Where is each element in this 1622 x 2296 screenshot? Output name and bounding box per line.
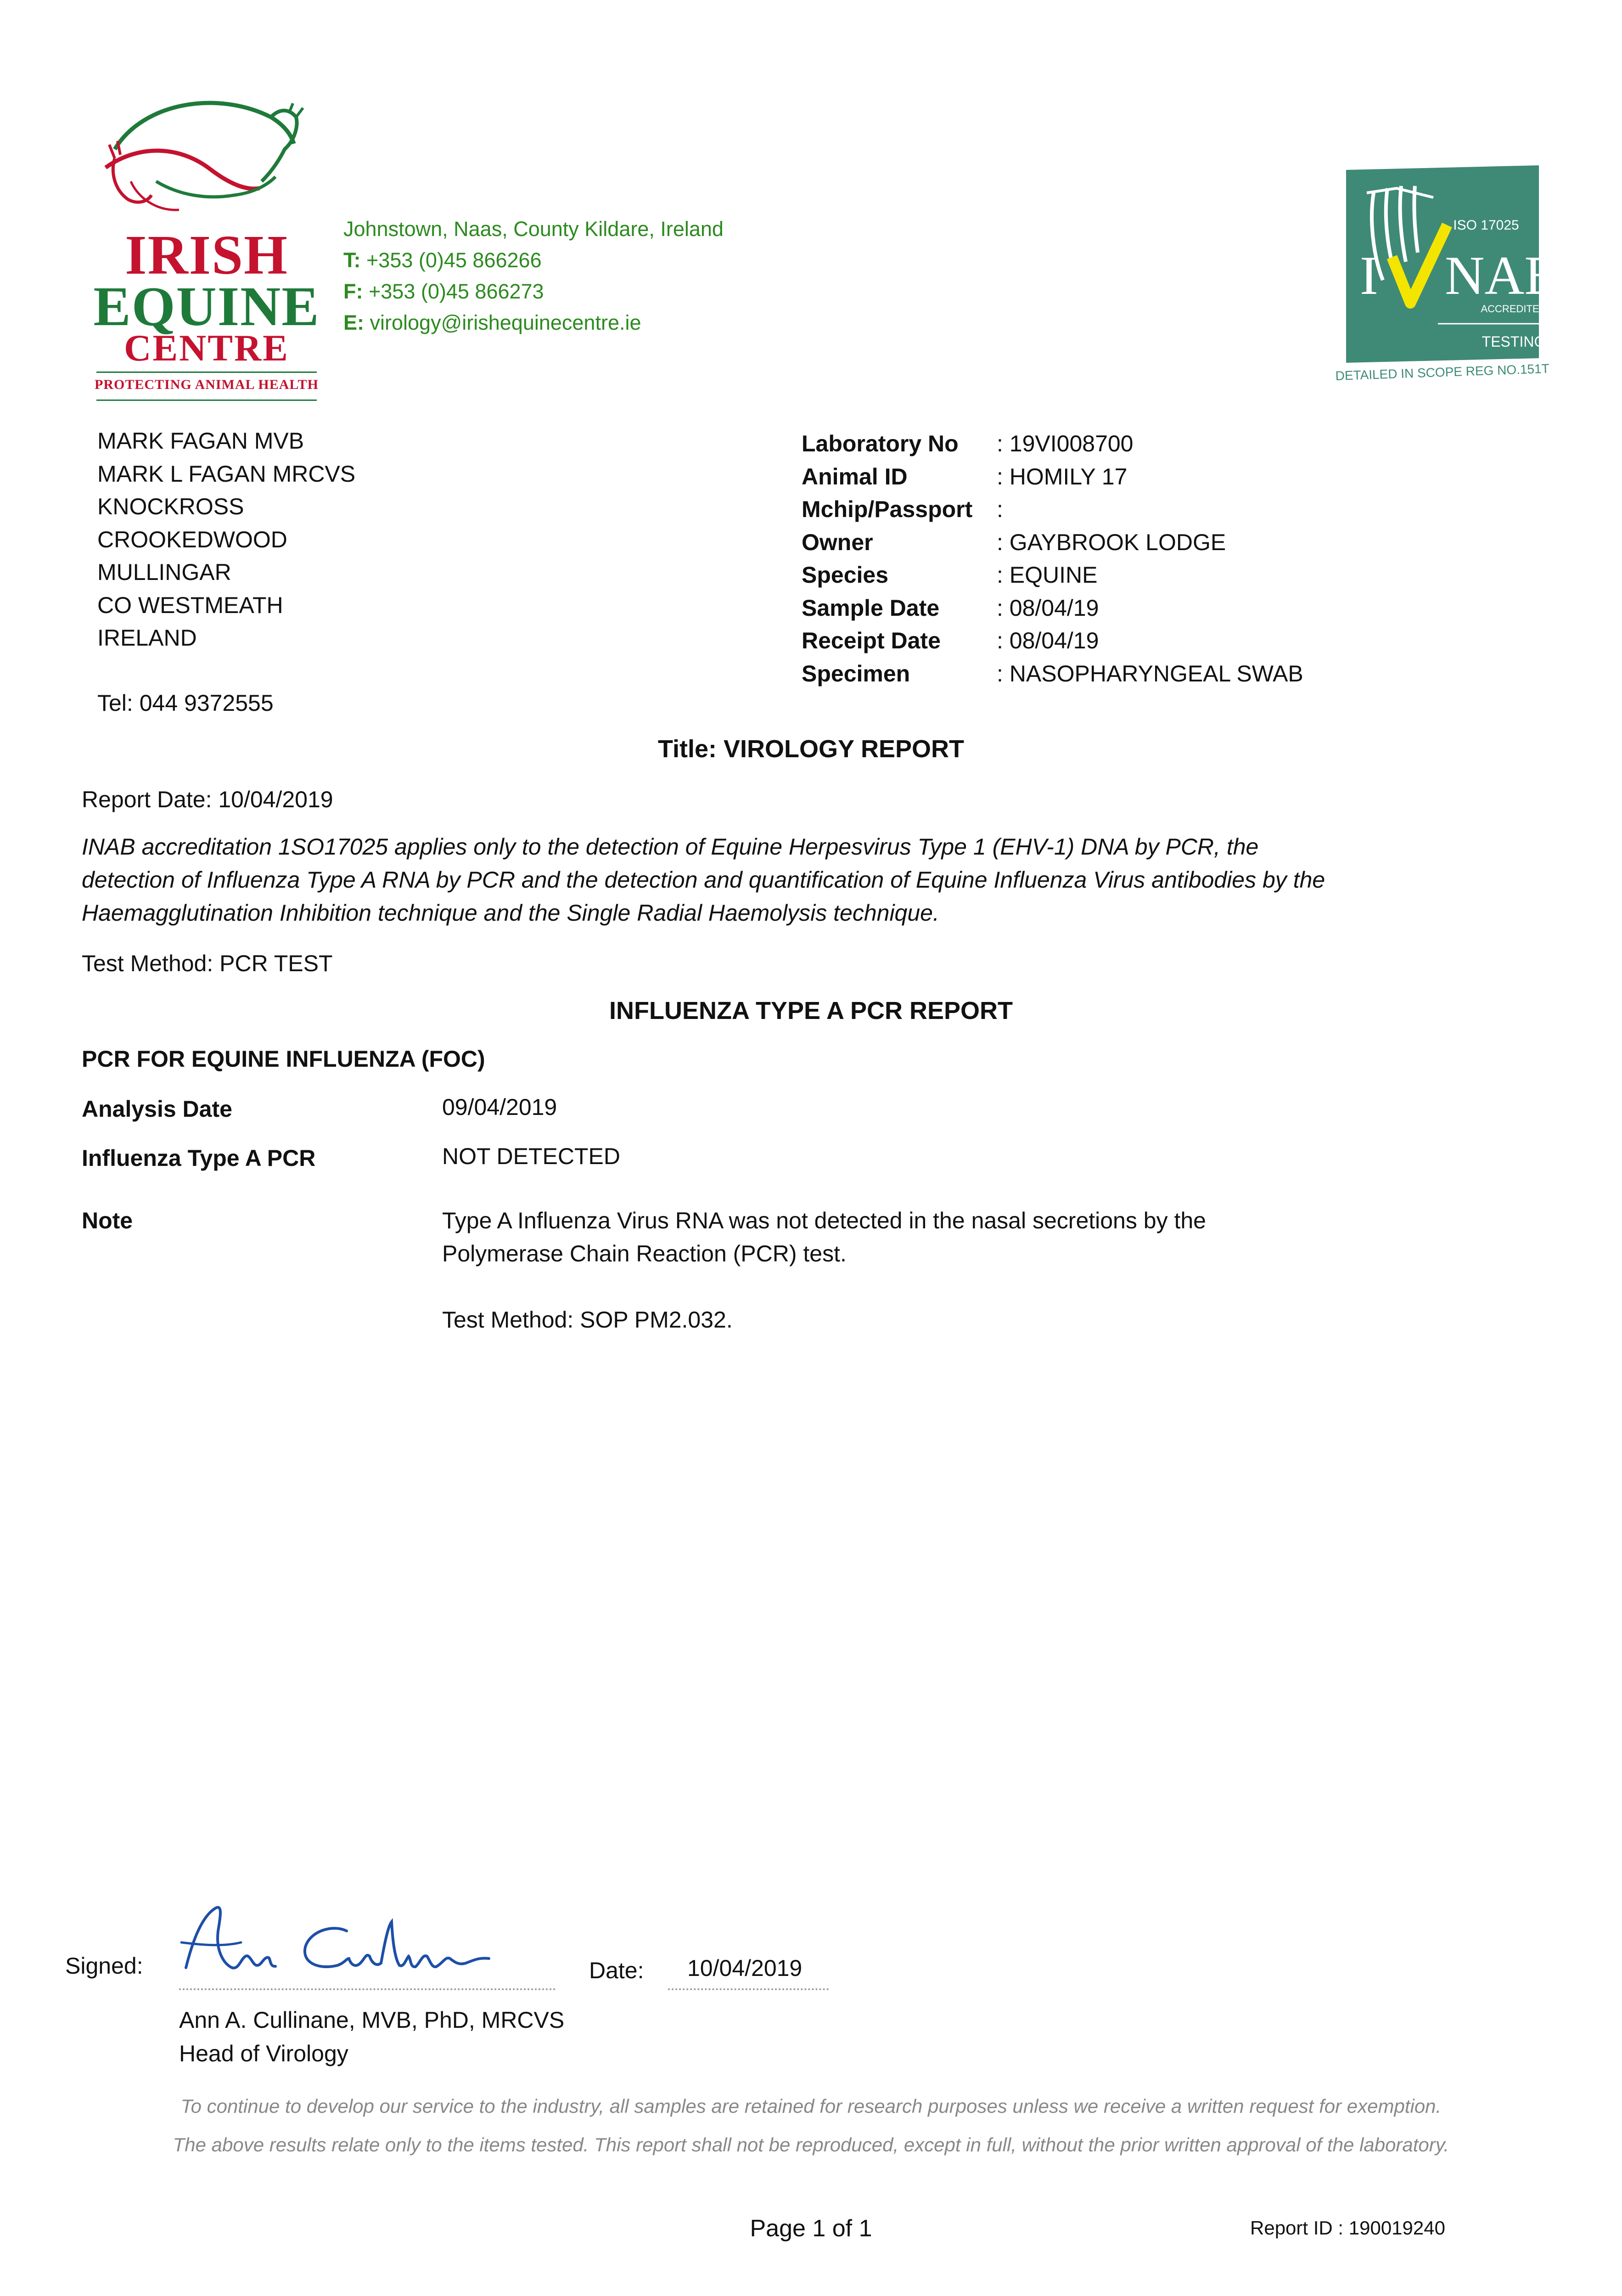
logo-rule-bottom — [96, 400, 317, 401]
logo-word-equine: EQUINE — [93, 276, 320, 338]
lab-email: virology@irishequinecentre.ie — [370, 311, 641, 334]
report-title: Title: VIROLOGY REPORT — [657, 735, 965, 763]
inab-scope-text: DETAILED IN SCOPE REG NO.151T — [1335, 361, 1550, 383]
pcr-heading: PCR FOR EQUINE INFLUENZA (FOC) — [82, 1046, 485, 1072]
inab-note-line: detection of Influenza Type A RNA by PCR and the detection and quantification of Equine Influenza Virus antibodies by the — [82, 867, 1325, 893]
detail-value: : GAYBROOK LODGE — [997, 529, 1226, 555]
detail-label: Specimen — [802, 660, 910, 687]
signer-title: Head of Virology — [179, 2041, 348, 2066]
logo-word-centre: CENTRE — [124, 327, 289, 369]
email-label: E: — [343, 311, 364, 334]
lab-phone-line — [343, 245, 724, 276]
analysis-date-label: Analysis Date — [82, 1096, 232, 1122]
detail-label: Animal ID — [802, 463, 908, 490]
sop-method: Test Method: SOP PM2.032. — [442, 1307, 733, 1333]
detail-label: Laboratory No — [802, 431, 959, 456]
lab-address: Johnstown, Naas, County Kildare, Ireland — [343, 217, 724, 241]
address-line: MULLINGAR — [97, 559, 231, 585]
address-line: MARK L FAGAN MRCVS — [97, 461, 356, 487]
detail-label: Mchip/Passport — [802, 496, 973, 522]
lab-fax-line — [343, 276, 724, 307]
report-id: Report ID : 190019240 — [1250, 2217, 1445, 2239]
phone-label: T: — [343, 248, 361, 272]
detail-value: : HOMILY 17 — [997, 463, 1128, 490]
logo-tagline: PROTECTING ANIMAL HEALTH — [95, 377, 319, 392]
note-label: Note — [82, 1208, 133, 1233]
logo-word-irish: IRISH — [125, 224, 288, 286]
lab-fax: +353 (0)45 866273 — [369, 280, 544, 303]
note-line: Type A Influenza Virus RNA was not detected in the nasal secretions by the — [442, 1208, 1206, 1233]
detail-value: : — [997, 496, 1003, 522]
inab-note-line: Haemagglutination Inhibition technique and the Single Radial Haemolysis technique. — [82, 900, 939, 926]
detail-label: Owner — [802, 529, 873, 555]
irish-equine-centre-logo — [87, 90, 326, 406]
inab-note-line: INAB accreditation 1SO17025 applies only to the detection of Equine Herpesvirus Type 1 (EHV-1) DNA by PCR, the — [82, 834, 1259, 860]
note-text — [442, 1204, 1206, 1270]
recipient-address — [97, 425, 355, 655]
date-label: Date: — [589, 1958, 644, 1983]
lab-email-line — [343, 307, 724, 338]
address-line: CO WESTMEATH — [97, 592, 283, 618]
address-line: MARK FAGAN MVB — [97, 428, 304, 454]
inab-accredited-text: ACCREDITED — [1481, 303, 1547, 315]
note-line: Polymerase Chain Reaction (PCR) test. — [442, 1241, 847, 1266]
footer-disclaimer — [0, 2087, 1622, 2164]
analysis-date-value: 09/04/2019 — [442, 1094, 557, 1120]
fax-label: F: — [343, 280, 363, 303]
inab-testing-text: TESTING — [1482, 333, 1546, 350]
inab-mark-right: NAB — [1445, 245, 1561, 306]
logo-rule-top — [96, 371, 317, 373]
detail-value: : NASOPHARYNGEAL SWAB — [997, 660, 1303, 687]
influenza-label: Influenza Type A PCR — [82, 1145, 316, 1171]
recipient-tel: Tel: 044 9372555 — [97, 690, 274, 716]
handwritten-signature — [172, 1899, 503, 1991]
date-line — [668, 1988, 829, 1990]
inab-iso-text: ISO 17025 — [1453, 218, 1519, 233]
report-date: Report Date: 10/04/2019 — [82, 787, 333, 812]
signature-line — [179, 1988, 556, 1990]
signer-block — [179, 2003, 564, 2071]
inab-badge-icon — [1335, 165, 1561, 383]
inab-accreditation-note — [82, 830, 1468, 929]
date-value: 10/04/2019 — [687, 1955, 803, 1981]
detail-label: Species — [802, 562, 889, 588]
detail-value: : 19VI008700 — [997, 431, 1134, 456]
detail-label: Receipt Date — [802, 628, 941, 653]
address-line: CROOKEDWOOD — [97, 526, 287, 552]
horse-logo-icon — [87, 90, 326, 227]
detail-value: : 08/04/19 — [997, 595, 1099, 621]
note-body — [442, 1204, 1206, 1336]
lab-phone: +353 (0)45 866266 — [366, 248, 542, 272]
disclaimer-line: To continue to develop our service to the industry, all samples are retained for research purposes unless we receive a written request for exemption. — [180, 2095, 1442, 2117]
test-method: Test Method: PCR TEST — [82, 951, 333, 976]
detail-value: : 08/04/19 — [997, 628, 1099, 653]
lab-contact-block — [343, 214, 724, 338]
address-line: KNOCKROSS — [97, 494, 244, 519]
section-heading: INFLUENZA TYPE A PCR REPORT — [609, 997, 1013, 1024]
disclaimer-line: The above results relate only to the items tested. This report shall not be reproduced, except in full, without the prior written approval of the laboratory. — [173, 2134, 1449, 2155]
inab-mark-left: I — [1360, 245, 1378, 306]
address-line: IRELAND — [97, 625, 197, 651]
influenza-result: NOT DETECTED — [442, 1143, 620, 1169]
signed-label: Signed: — [65, 1953, 143, 1979]
page-number: Page 1 of 1 — [750, 2215, 872, 2242]
detail-label: Sample Date — [802, 595, 940, 621]
detail-value: : EQUINE — [997, 562, 1098, 588]
signer-name: Ann A. Cullinane, MVB, PhD, MRCVS — [179, 2007, 565, 2033]
inab-accreditation-badge — [1335, 165, 1561, 383]
